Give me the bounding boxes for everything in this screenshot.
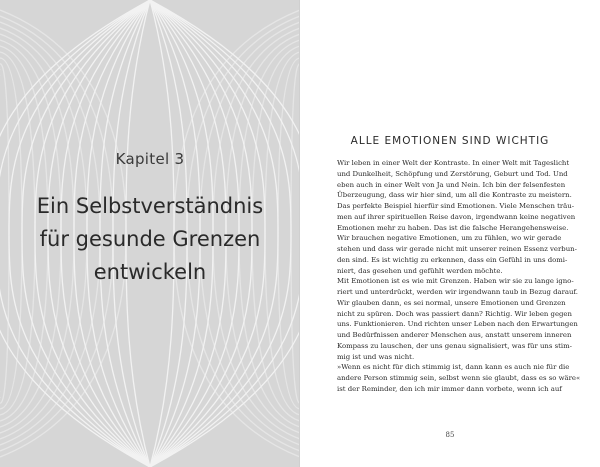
chapter-title-line: für gesunde Grenzen bbox=[39, 227, 261, 251]
text-line: Wir glauben dann, es sei normal, unsere Emotionen und Grenzen bbox=[337, 298, 566, 307]
text-line: Überzeugung, dass wir hier sind, um all die Kontraste zu meistern. bbox=[337, 191, 572, 200]
text-line: nicht zu spüren. Doch was passiert dann? Richtig. Wir leben gegen bbox=[337, 309, 572, 318]
text-line: den sind. Es ist wichtig zu erkennen, dass ein Gefühl in uns domi- bbox=[337, 255, 568, 264]
text-line: eben auch in einer Welt von Ja und Nein. Ich bin der felsenfesten bbox=[337, 180, 566, 189]
text-line: und Dunkelheit, Schöpfung und Zerstörung, Geburt und Tod. Und bbox=[337, 169, 568, 178]
text-page bbox=[300, 0, 600, 467]
page-number: 85 bbox=[445, 431, 455, 439]
text-line: Wir brauchen negative Emotionen, um zu fühlen, wo wir gerade bbox=[337, 234, 562, 243]
text-line: men auf ihrer spirituellen Reise davon, irgendwann keine negativen bbox=[337, 212, 576, 221]
text-line: uns. Funktionieren. Und richten unser Leben nach den Erwartungen bbox=[337, 320, 578, 329]
text-line: Das perfekte Beispiel hierfür sind Emotionen. Viele Menschen träu- bbox=[337, 202, 575, 210]
text-line: Kompass zu lauschen, der uns genau signalisiert, was für uns stim- bbox=[337, 341, 572, 350]
text-line: Wir leben in einer Welt der Kontraste. In einer Welt mit Tageslicht bbox=[337, 159, 570, 167]
text-line: mig ist und was nicht. bbox=[337, 352, 415, 361]
chapter-title-line: entwickeln bbox=[93, 260, 207, 284]
text-line: Mit Emotionen ist es wie mit Grenzen. Haben wir sie zu lange igno- bbox=[337, 277, 574, 286]
text-line: und Bedürfnissen anderer Menschen aus, anstatt unserem inneren bbox=[337, 331, 572, 339]
text-line: ist der Reminder, den ich mir immer dann vorbete, wenn ich auf bbox=[337, 384, 562, 393]
text-line: riert und unterdrückt, werden wir irgendwann taub in Bezug darauf. bbox=[337, 288, 578, 296]
text-line: niert, das gesehen und gefühlt werden möchte. bbox=[337, 266, 503, 275]
section-heading: ALLE EMOTIONEN SIND WICHTIG bbox=[350, 135, 550, 147]
chapter-title bbox=[14, 190, 286, 289]
body-paragraphs bbox=[337, 158, 581, 395]
ornament-curve bbox=[0, 64, 9, 403]
chapter-title-line: Ein Selbstverständnis bbox=[36, 194, 264, 218]
chapter-label: Kapitel 3 bbox=[115, 150, 185, 168]
text-line: stehen und dass wir gerade nicht mit unserer reinen Essenz verbun- bbox=[337, 245, 577, 253]
text-line: Emotionen mehr zu haben. Das ist die falsche Herangehensweise. bbox=[337, 223, 569, 232]
text-line: andere Person stimmig sein, selbst wenn sie glaubt, dass es so wäre« bbox=[337, 374, 581, 382]
text-line: »Wenn es nicht für dich stimmig ist, dann kann es auch nie für die bbox=[337, 363, 570, 372]
